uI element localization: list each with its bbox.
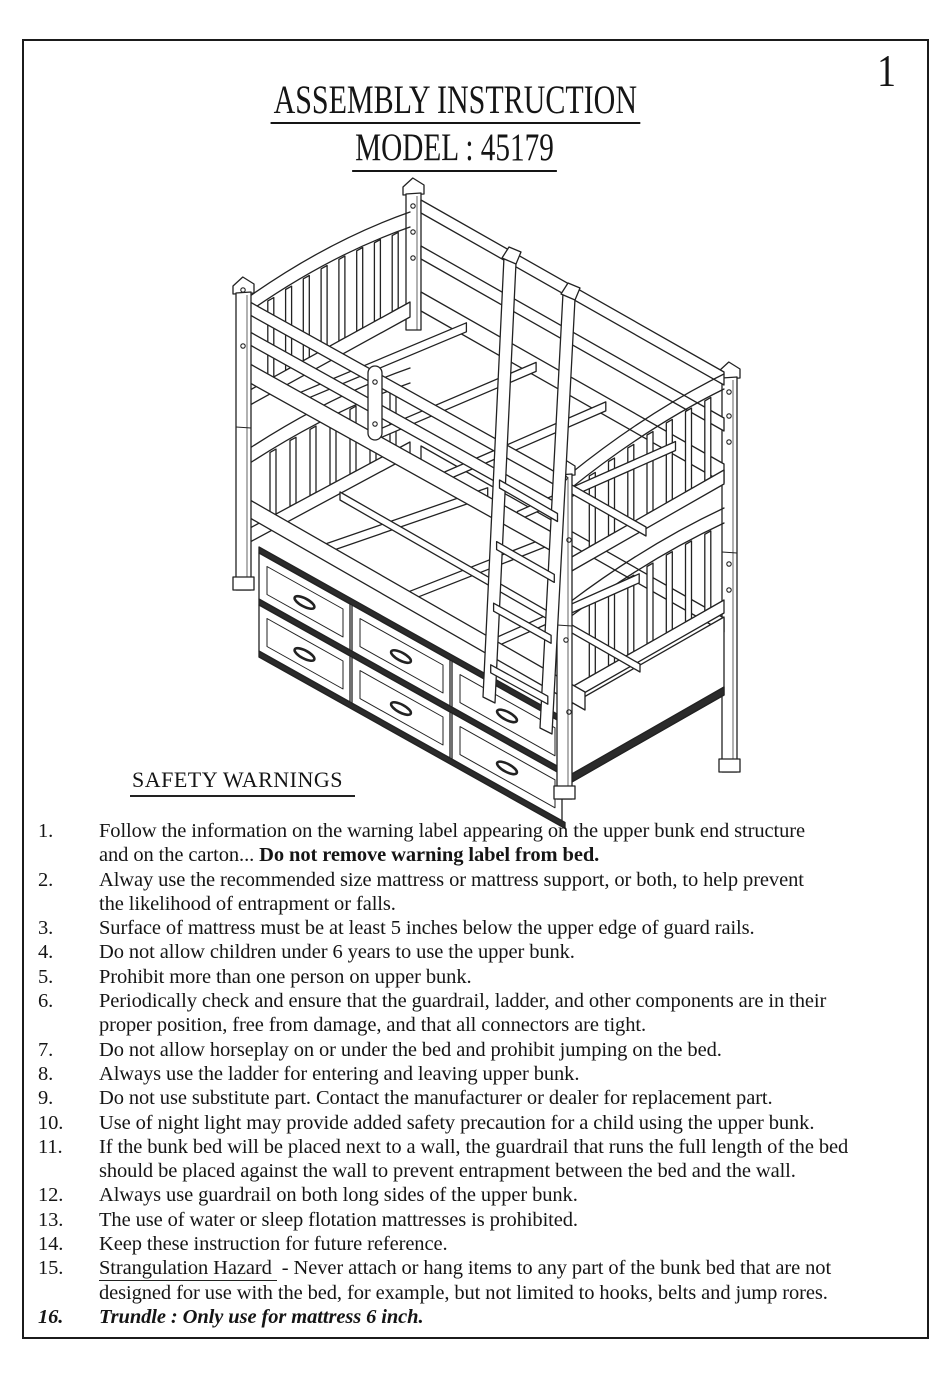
warning-text (99, 868, 922, 917)
warning-item (38, 1086, 922, 1110)
warning-line: Do not allow children under 6 years to use the upper bunk. (99, 941, 575, 964)
warning-item (38, 1038, 922, 1062)
warning-text (99, 1305, 922, 1329)
warning-number: 4. (38, 941, 54, 964)
warning-text (99, 1086, 922, 1110)
warning-text (99, 1256, 922, 1305)
warning-item (38, 1232, 922, 1256)
warning-line: If the bunk bed will be placed next to a wall, the guardrail that runs the full length of the bed (99, 1135, 849, 1158)
warning-line: and on the carton... Do not remove warning label from bed. (99, 844, 600, 867)
safety-warnings-heading: SAFETY WARNINGS (130, 769, 355, 797)
title-block (0, 77, 910, 172)
warning-number: 13. (38, 1208, 64, 1231)
warning-number: 5. (38, 965, 54, 988)
warning-line: designed for use with the bed, for example, but not limited to hooks, belts and jump rores. (99, 1281, 828, 1304)
warning-number: 1. (38, 820, 54, 842)
warning-text (99, 989, 922, 1038)
warning-line: Use of night light may provide added safety precaution for a child using the upper bunk. (99, 1111, 815, 1134)
warning-text (99, 916, 922, 940)
warning-number: 2. (38, 868, 54, 891)
warning-text (99, 1062, 922, 1086)
warning-line: Follow the information on the warning label appearing on the upper bunk end structure (99, 820, 805, 842)
warning-item (38, 916, 922, 940)
warning-line: The use of water or sleep flotation mattresses is prohibited. (99, 1208, 578, 1231)
warning-line: Strangulation Hazard - Never attach or hang items to any part of the bunk bed that are not (99, 1257, 832, 1280)
warning-line: the likelihood of entrapment or falls. (99, 892, 396, 915)
warning-text (99, 1111, 922, 1135)
warning-line: Trundle : Only use for mattress 6 inch. (99, 1305, 424, 1328)
warning-text (99, 1183, 922, 1207)
warning-line: Prohibit more than one person on upper bunk. (99, 965, 472, 988)
warning-item (38, 940, 922, 964)
warning-item (38, 965, 922, 989)
warning-text (99, 819, 922, 868)
warning-text (99, 1208, 922, 1232)
warning-line: Do not use substitute part. Contact the manufacturer or dealer for replacement part. (99, 1087, 773, 1110)
warning-number: 9. (38, 1087, 54, 1110)
warning-item (38, 868, 922, 917)
warning-line: Alway use the recommended size mattress or mattress support, or both, to help prevent (99, 868, 804, 891)
warning-text (99, 940, 922, 964)
warning-text (99, 1232, 922, 1256)
warning-line: Always use guardrail on both long sides of the upper bunk. (99, 1184, 578, 1207)
warning-line: Always use the ladder for entering and leaving upper bunk. (99, 1062, 580, 1085)
warning-number: 15. (38, 1257, 64, 1280)
warning-text (99, 1135, 922, 1184)
warning-text (99, 965, 922, 989)
bunk-bed-illustration (130, 165, 790, 830)
safety-warnings-list (38, 819, 922, 1329)
warning-item (38, 1111, 922, 1135)
model-number: MODEL : 45179 (353, 128, 558, 172)
warning-number: 16. (38, 1305, 64, 1328)
warning-line: Surface of mattress must be at least 5 inches below the upper edge of guard rails. (99, 917, 755, 940)
warning-number: 10. (38, 1111, 64, 1134)
page-number: 1 (877, 45, 896, 96)
warning-number: 8. (38, 1062, 54, 1085)
warning-line: Periodically check and ensure that the guardrail, ladder, and other components are in their (99, 990, 827, 1013)
warning-item (38, 989, 922, 1038)
warning-item (38, 1062, 922, 1086)
warning-item (38, 1183, 922, 1207)
warning-text (99, 1038, 922, 1062)
warning-line: should be placed against the wall to prevent entrapment between the bed and the wall. (99, 1160, 796, 1183)
warning-item (38, 819, 922, 868)
warning-item (38, 1135, 922, 1184)
warning-number: 14. (38, 1233, 64, 1256)
warning-line: Do not allow horseplay on or under the bed and prohibit jumping on the bed. (99, 1038, 722, 1061)
warning-number: 6. (38, 990, 54, 1013)
doc-title: ASSEMBLY INSTRUCTION (270, 80, 639, 124)
warning-number: 3. (38, 917, 54, 940)
left-front-post (233, 277, 254, 590)
warning-item (38, 1208, 922, 1232)
warning-number: 12. (38, 1184, 64, 1207)
warning-item (38, 1256, 922, 1305)
warning-number: 11. (38, 1135, 63, 1158)
warning-line: proper position, free from damage, and that all connectors are tight. (99, 1014, 646, 1037)
warning-number: 7. (38, 1038, 54, 1061)
warning-line: Keep these instruction for future reference. (99, 1233, 448, 1256)
warning-item (38, 1305, 922, 1329)
